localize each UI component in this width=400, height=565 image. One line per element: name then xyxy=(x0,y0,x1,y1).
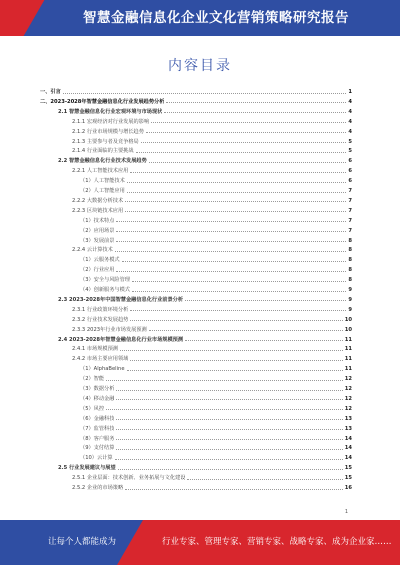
toc-leader-dots xyxy=(116,221,346,222)
footer-tagline: 行业专家、管理专家、营销专家、战略专家、成为企业家…… xyxy=(162,537,392,547)
toc-leader-dots xyxy=(141,142,347,143)
toc-leader-dots xyxy=(130,310,346,311)
toc-entry-page: 11 xyxy=(344,336,352,343)
toc-leader-dots xyxy=(136,152,347,153)
toc-entry-label: 2.3.1 行业政策环境分析 xyxy=(72,306,129,313)
toc-entry-label: （1）人工智能技术 xyxy=(80,178,125,185)
toc-entry-label: （3）安全与风险管理 xyxy=(80,277,130,284)
toc-leader-dots xyxy=(125,211,346,212)
toc-entry[interactable] xyxy=(72,197,352,205)
toc-entry-page: 13 xyxy=(344,425,352,432)
toc-entry[interactable] xyxy=(72,147,352,155)
toc-leader-dots xyxy=(130,320,342,321)
toc-entry-label: （4）移动金融 xyxy=(80,395,115,402)
toc-entry-page: 7 xyxy=(348,217,352,224)
report-title: 智慧金融信息化企业文化营销策略研究报告 xyxy=(83,10,349,26)
toc-entry[interactable] xyxy=(58,336,352,344)
toc-leader-dots xyxy=(116,241,346,242)
toc-leader-dots xyxy=(115,251,347,252)
toc-entry-page: 4 xyxy=(348,128,352,135)
toc-entry[interactable] xyxy=(72,316,352,324)
toc-leader-dots xyxy=(132,291,346,292)
toc-leader-dots xyxy=(127,192,347,193)
toc-entry[interactable] xyxy=(58,108,352,116)
toc-entry-page: 8 xyxy=(348,267,352,274)
toc-entry-label: （7）监管科技 xyxy=(80,425,115,432)
toc-entry[interactable] xyxy=(72,167,352,175)
toc-entry-page: 14 xyxy=(344,435,352,442)
toc-leader-dots xyxy=(63,93,347,94)
toc-leader-dots xyxy=(146,132,346,133)
toc-entry[interactable] xyxy=(80,266,352,274)
toc-entry-label: （2）智能 xyxy=(80,376,105,383)
toc-entry-label: 2.2.2 大数据分析技术 xyxy=(72,197,124,204)
toc-entry-label: 2.1 智慧金融信息化行业宏观环境与市场现状 xyxy=(58,108,163,115)
toc-entry[interactable] xyxy=(80,237,352,245)
toc-entry-label: （1）云服务模式 xyxy=(80,257,120,264)
toc-entry[interactable] xyxy=(80,217,352,225)
toc-entry-page: 7 xyxy=(348,197,352,204)
toc-leader-dots xyxy=(116,390,342,391)
toc-entry-page: 4 xyxy=(348,98,352,105)
toc-entry-label: 2.3 2023-2028年中国智慧金融信息化行业前景分析 xyxy=(58,296,184,303)
toc-leader-dots xyxy=(185,300,346,301)
toc-entry[interactable] xyxy=(80,365,352,373)
toc-entry-page: 12 xyxy=(344,405,352,412)
toc-leader-dots xyxy=(116,429,342,430)
toc-entry[interactable] xyxy=(72,246,352,254)
toc-entry-page: 11 xyxy=(344,346,352,353)
toc-entry[interactable] xyxy=(80,177,352,185)
toc-entry[interactable] xyxy=(80,444,352,452)
toc-leader-dots xyxy=(116,449,342,450)
toc-entry[interactable] xyxy=(72,355,352,363)
toc-leader-dots xyxy=(130,172,346,173)
toc-entry[interactable] xyxy=(72,207,352,215)
toc-entry-page: 12 xyxy=(344,386,352,392)
toc-leader-dots xyxy=(116,231,346,232)
toc-entry-label: （1）技术特点 xyxy=(80,217,115,224)
toc-leader-dots xyxy=(122,261,347,262)
toc-leader-dots xyxy=(118,469,343,470)
toc-entry[interactable] xyxy=(80,256,352,264)
toc-entry-page: 6 xyxy=(348,168,352,175)
toc-entry-label: 2.1.3 主要参与者及竞争格局 xyxy=(72,138,139,145)
toc-entry-page: 7 xyxy=(348,207,352,214)
toc-entry-page: 6 xyxy=(348,178,352,185)
toc-entry-label: （2）人工智能应用 xyxy=(80,188,125,194)
toc-entry-label: 二、2023-2028年智慧金融信息化行业发展趋势分析 xyxy=(40,98,165,105)
toc-entry-label: 2.5.2 企业的市场策略 xyxy=(72,485,124,491)
toc-entry-label: 2.3.2 行业技术发展趋势 xyxy=(72,316,129,323)
toc-leader-dots xyxy=(149,330,343,331)
toc-leader-dots xyxy=(116,399,342,400)
toc-entry[interactable] xyxy=(80,276,352,284)
page-number: 1 xyxy=(344,509,348,515)
toc-entry-page: 5 xyxy=(348,148,352,155)
toc-entry[interactable] xyxy=(72,306,352,314)
toc-entry-page: 15 xyxy=(344,475,352,482)
toc-entry[interactable] xyxy=(80,227,352,235)
toc-entry-page: 9 xyxy=(348,296,352,303)
toc-leader-dots xyxy=(127,370,343,371)
toc-entry-label: （10）云计算 xyxy=(80,455,113,462)
toc-entry[interactable] xyxy=(80,385,352,393)
toc-entry-page: 9 xyxy=(348,306,352,313)
toc-entry[interactable] xyxy=(72,138,352,146)
toc-entry[interactable] xyxy=(72,484,352,492)
toc-entry-label: （8）客户服务 xyxy=(80,435,115,442)
toc-entry-label: （9）支付结算 xyxy=(80,445,115,452)
toc-entry-page: 8 xyxy=(348,257,352,264)
toc-entry[interactable] xyxy=(58,296,352,304)
toc-entry-label: （5）风控 xyxy=(80,405,105,412)
toc-entry-label: （2）行业应用 xyxy=(80,267,115,274)
toc-entry-page: 11 xyxy=(344,366,352,373)
toc-entry-page: 10 xyxy=(344,326,352,333)
toc-entry-page: 9 xyxy=(348,287,352,293)
toc-entry-page: 11 xyxy=(344,356,352,363)
toc-leader-dots xyxy=(120,350,343,351)
toc-entry[interactable] xyxy=(72,118,352,126)
toc-leader-dots xyxy=(187,479,342,480)
toc-entry[interactable] xyxy=(40,88,352,96)
toc-entry-label: 2.5 行业发展建议与展望 xyxy=(58,465,116,472)
toc-leader-dots xyxy=(116,439,342,440)
toc-entry-label: 2.2.1 人工智能技术应用 xyxy=(72,168,129,175)
toc-entry-page: 16 xyxy=(344,485,352,491)
toc-leader-dots xyxy=(149,162,347,163)
toc-entry-label: （6）金融科技 xyxy=(80,415,115,422)
toc-entry-page: 4 xyxy=(348,118,352,125)
toc-leader-dots xyxy=(164,112,346,113)
toc-entry[interactable] xyxy=(80,435,352,443)
toc-entry[interactable] xyxy=(72,326,352,334)
toc-entry[interactable] xyxy=(80,454,352,462)
toc-entry-label: 2.1.2 行业市场规模与增长趋势 xyxy=(72,128,144,135)
footer-slogan: 让每个人都能成为 xyxy=(48,537,117,547)
toc-entry-page: 8 xyxy=(348,247,352,254)
toc-entry-label: 2.2.4 云计算技术 xyxy=(72,247,113,254)
toc-entry[interactable] xyxy=(80,395,352,403)
toc-entry-page: 4 xyxy=(348,108,352,115)
toc-entry-label: （2）应用场景 xyxy=(80,227,115,234)
toc-entry-page: 14 xyxy=(344,445,352,452)
toc-entry-page: 6 xyxy=(348,158,352,165)
toc-leader-dots xyxy=(116,419,342,420)
toc-entry[interactable] xyxy=(72,128,352,136)
toc-entry-label: 2.1.4 行业面临的主要挑战 xyxy=(72,148,134,155)
toc-entry[interactable] xyxy=(80,405,352,413)
toc-entry[interactable] xyxy=(72,474,352,482)
toc-entry-label: 2.2 智慧金融信息化行业技术发展趋势 xyxy=(58,158,147,165)
toc-leader-dots xyxy=(116,271,346,272)
toc-entry-label: 2.4.1 市场规模预测 xyxy=(72,346,118,353)
toc-entry-label: 一、引言 xyxy=(40,89,61,95)
toc-leader-dots xyxy=(127,182,347,183)
toc-leader-dots xyxy=(166,102,346,103)
toc-entry-label: 2.4 2023-2028年智慧金融信息化行业市场规模预测 xyxy=(58,336,184,343)
toc-entry[interactable] xyxy=(80,425,352,433)
toc-entry[interactable] xyxy=(40,98,352,106)
toc-entry-label: 2.1.1 宏观经济对行业发展的影响 xyxy=(72,118,150,125)
toc-entry-label: （3）数据分析 xyxy=(80,386,115,392)
toc-title: 内容目录 xyxy=(168,58,232,74)
toc-leader-dots xyxy=(125,201,346,202)
toc-entry-page: 13 xyxy=(344,415,352,422)
toc-entry-label: （4）创新服务与模式 xyxy=(80,287,130,293)
toc-entry-label: 2.4.2 市场主要应用领域 xyxy=(72,356,129,363)
toc-leader-dots xyxy=(130,360,342,361)
toc-leader-dots xyxy=(125,489,343,490)
toc-entry-page: 15 xyxy=(344,465,352,472)
toc-entry-label: （1）AlphaBeline xyxy=(80,366,125,373)
toc-entry-label: 2.3.3 2023年行业市场发展预测 xyxy=(72,326,147,333)
toc-entry-page: 14 xyxy=(344,455,352,462)
toc-entry-page: 7 xyxy=(348,227,352,234)
toc-entry-page: 8 xyxy=(348,277,352,284)
toc-entry-page: 10 xyxy=(344,316,352,323)
toc-entry-label: （3）发展前景 xyxy=(80,237,115,244)
toc-entry[interactable] xyxy=(58,464,352,472)
toc-leader-dots xyxy=(106,409,343,410)
toc-entry-label: 2.2.3 区块链技术应用 xyxy=(72,207,124,214)
header-red-accent xyxy=(0,0,44,36)
toc-entry[interactable] xyxy=(80,187,352,195)
toc-entry[interactable] xyxy=(72,345,352,353)
toc-entry-page: 5 xyxy=(348,138,352,145)
toc-entry-page: 1 xyxy=(348,89,352,95)
footer-banner xyxy=(0,520,400,565)
toc-entry[interactable] xyxy=(58,157,352,165)
toc-entry[interactable] xyxy=(80,286,352,294)
toc-leader-dots xyxy=(106,380,343,381)
toc-leader-dots xyxy=(132,281,346,282)
toc-entry-page: 7 xyxy=(348,188,352,194)
header-banner xyxy=(0,0,400,36)
toc-entry-page: 12 xyxy=(344,376,352,383)
toc-entry-page: 8 xyxy=(348,237,352,244)
toc-entry[interactable] xyxy=(80,415,352,423)
toc-leader-dots xyxy=(115,459,343,460)
toc-entry-page: 12 xyxy=(344,395,352,402)
toc-leader-dots xyxy=(185,340,343,341)
toc-entry-label: 2.5.1 企业层面：技术创新、业务拓展与文化建设 xyxy=(72,475,186,482)
toc-leader-dots xyxy=(151,122,346,123)
toc-entry[interactable] xyxy=(80,375,352,383)
